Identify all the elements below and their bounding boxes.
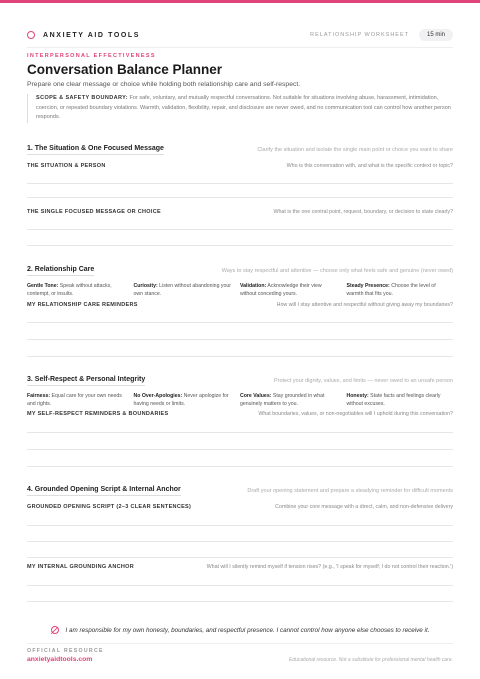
prompt-text: How will I stay attentive and respectful without giving away my boundaries? xyxy=(276,302,453,308)
prompt-situation xyxy=(27,163,453,169)
scope-label: SCOPE & SAFETY BOUNDARY: xyxy=(36,95,129,101)
scope-box xyxy=(27,94,453,123)
self-respect-cards xyxy=(27,393,453,408)
prompt-opening-script xyxy=(27,504,453,510)
official-label: OFFICIAL RESOURCE xyxy=(27,648,104,654)
section-2-header xyxy=(27,264,453,276)
care-card: Gentle Tone: Speak without attacks, contempt, or insults. xyxy=(27,283,112,297)
writing-line[interactable] xyxy=(27,541,453,542)
page-title: Conversation Balance Planner xyxy=(27,62,223,77)
section-title: 4. Grounded Opening Script & Internal Anchor xyxy=(27,486,181,496)
section-title: 2. Relationship Care xyxy=(27,266,94,276)
care-card: Validation: Acknowledge their view without conceding yours. xyxy=(240,283,322,297)
affirmation xyxy=(0,626,480,634)
care-card: Curiosity: Listen without abandoning your own stance. xyxy=(133,283,231,297)
writing-line[interactable] xyxy=(27,557,453,558)
prompt-label: GROUNDED OPENING SCRIPT (2–3 CLEAR SENTENCES) xyxy=(27,504,192,510)
prompt-label: THE SINGLE FOCUSED MESSAGE OR CHOICE xyxy=(27,209,161,215)
relationship-care-cards xyxy=(27,283,453,298)
writing-line[interactable] xyxy=(27,339,453,340)
writing-line[interactable] xyxy=(27,245,453,246)
prompt-text: What boundaries, values, or non-negotiables will I uphold during this conversation? xyxy=(258,411,453,417)
writing-line[interactable] xyxy=(27,197,453,198)
prompt-focused-message xyxy=(27,209,453,215)
page-subtitle: Prepare one clear message or choice while holding both relationship care and self-respect. xyxy=(27,81,301,88)
care-card: Steady Presence: Choose the level of warmth that fits you. xyxy=(346,283,436,297)
section-hint: Ways to stay respectful and attentive — choose only what feels safe and genuine (never owed) xyxy=(221,268,453,274)
prompt-self-respect xyxy=(27,411,453,417)
respect-card: No Over-Apologies: Never apologize for having needs or limits. xyxy=(133,393,229,407)
section-1-header xyxy=(27,143,453,155)
brand xyxy=(27,31,140,39)
footer-divider xyxy=(27,643,453,644)
prompt-label: THE SITUATION & PERSON xyxy=(27,163,106,169)
prompt-care-reminders xyxy=(27,302,453,308)
writing-line[interactable] xyxy=(27,601,453,602)
prompt-grounding-anchor xyxy=(27,564,453,570)
writing-line[interactable] xyxy=(27,356,453,357)
section-hint: Draft your opening statement and prepare a steadying reminder for difficult moments xyxy=(247,488,453,494)
affirmation-text: I am responsible for my own honesty, boundaries, and respectful presence. I cannot control how anyone else chooses to receive it. xyxy=(65,626,430,634)
section-hint: Protect your dignity, values, and limits — never owed to an unsafe person xyxy=(273,378,453,384)
scope-text: For safe, voluntary, and mutually respectful conversations. Not suitable for situations involving abuse, harassment, intimidation, coercion, or repeated boundary violations. Warmth, validation, flexibility, repair, and disclosure are never owed, and no communication tool can control how another person responds. xyxy=(36,95,451,120)
section-4-header xyxy=(27,484,453,496)
section-3-header xyxy=(27,374,453,386)
writing-line[interactable] xyxy=(27,229,453,230)
no-control-icon xyxy=(51,626,59,634)
header-divider xyxy=(27,47,453,48)
accent-bar xyxy=(0,0,480,3)
duration-badge: 15 min xyxy=(419,29,453,41)
respect-card: Fairness: Equal care for your own needs and rights. xyxy=(27,393,122,407)
website-link[interactable]: anxietyaidtools.com xyxy=(27,656,93,663)
disclaimer: Educational resource. Not a substitute for professional mental health care. xyxy=(289,657,453,663)
prompt-text: Combine your core message with a direct, calm, and non-defensive delivery xyxy=(275,504,453,510)
page-header xyxy=(27,26,453,44)
section-title: 1. The Situation & One Focused Message xyxy=(27,145,164,155)
brand-name: ANXIETY AID TOOLS xyxy=(43,31,141,39)
brand-logo-icon xyxy=(27,31,35,39)
writing-line[interactable] xyxy=(27,322,453,323)
prompt-label: MY INTERNAL GROUNDING ANCHOR xyxy=(27,564,134,570)
prompt-label: MY RELATIONSHIP CARE REMINDERS xyxy=(27,302,138,308)
respect-card: Honesty: State facts and feelings clearly without excuses. xyxy=(346,393,441,407)
section-title: 3. Self-Respect & Personal Integrity xyxy=(27,376,145,386)
prompt-text: What will I silently remind myself if tension rises? (e.g., 'I speak for myself; I do not control their reaction.') xyxy=(206,564,453,570)
section-hint: Clarify the situation and isolate the single main point or choice you want to share xyxy=(257,147,453,153)
writing-line[interactable] xyxy=(27,432,453,433)
worksheet-label: RELATIONSHIP WORKSHEET xyxy=(310,32,409,38)
writing-line[interactable] xyxy=(27,466,453,467)
writing-line[interactable] xyxy=(27,449,453,450)
eyebrow: INTERPERSONAL EFFECTIVENESS xyxy=(27,53,156,59)
writing-line[interactable] xyxy=(27,183,453,184)
writing-line[interactable] xyxy=(27,525,453,526)
prompt-label: MY SELF-RESPECT REMINDERS & BOUNDARIES xyxy=(27,411,169,417)
prompt-text: Who is this conversation with, and what is the specific context or topic? xyxy=(286,163,453,169)
respect-card: Core Values: Stay grounded in what genuinely matters to you. xyxy=(240,393,325,407)
writing-line[interactable] xyxy=(27,585,453,586)
prompt-text: What is the one central point, request, boundary, or decision to state clearly? xyxy=(273,209,453,215)
